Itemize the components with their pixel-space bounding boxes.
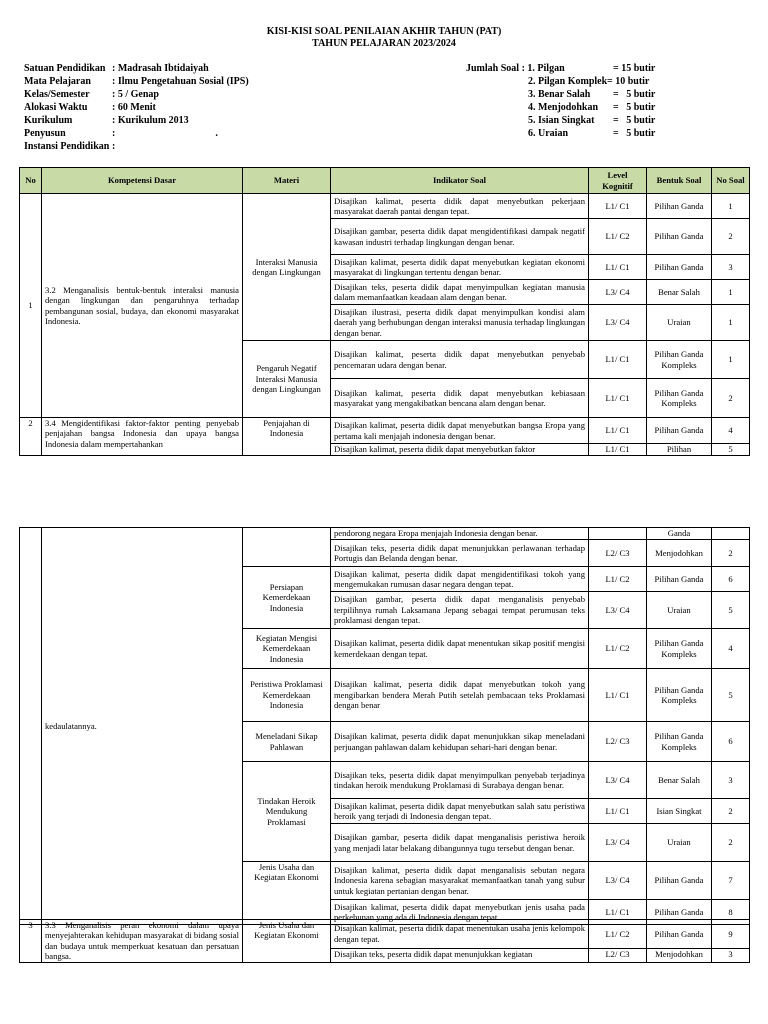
identity-value: : [112,141,116,152]
bentuk-cell: Pilihan Ganda Kompleks [647,722,712,762]
doc-title: KISI-KISI SOAL PENILAIAN AKHIR TAHUN (PAT) [266,26,502,37]
count-row [466,101,655,114]
bentuk-cell: Pilihan Ganda Kompleks [647,341,712,379]
indikator-cell: Disajikan kalimat, peserta didik dapat menyebutkan bangsa Eropa yang pertama kali menjajah indonesia dengan benar. [331,418,589,444]
nosoal-cell: 5 [712,592,750,629]
count-label: 5. Isian Singkat [528,115,595,126]
grid-table-page-2 [19,527,750,925]
level-cell: L1/ C1 [589,379,647,418]
indikator-cell: Disajikan gambar, peserta didik dapat menganalisis penyebab terpilihnya rumah Laksamana Jepang sebagai tempat perumusan teks proklamasi dengan tepat. [331,592,589,629]
materi-cell: Meneladani Sikap Pahlawan [243,722,331,762]
count-value: = 15 butir [613,63,656,74]
indikator-cell: Disajikan kalimat, peserta didik dapat menganalisis sebutan negara Indonesia karena sebagian masyarakat memanfaatkan tanah yang subur untuk kegiatan pertanian dengan benar. [331,862,589,900]
level-cell: L3/ C4 [589,824,647,862]
nosoal-cell: 2 [712,824,750,862]
indikator-cell: Disajikan kalimat, peserta didik dapat mengidentifikasi tokoh yang mengemukakan rumusan dasar negara dengan tepat. [331,567,589,592]
header-indikator-soal: Indikator Soal [331,168,589,194]
materi-cell: Jenis Usaha dan Kegiatan Ekonomi [243,862,331,925]
kd-text: kedaulatannya. [42,528,243,925]
indikator-cell: Disajikan teks, peserta didik dapat menyimpulkan penyebab terjadinya tindakan heroik mendukung Proklamasi di Surabaya dengan benar. [331,762,589,799]
count-row [466,75,655,88]
identity-value: : Ilmu Pengetahuan Sosial (IPS) [112,76,249,87]
count-row [466,62,655,75]
count-value: = 5 butir [613,128,656,139]
indikator-cell: Disajikan ilustrasi, peserta didik dapat menyimpulkan kondisi alam daerah yang berhubungan dengan interaksi manusia terhadap lingkungan dengan benar. [331,305,589,341]
materi-cell: Jenis Usaha dan Kegiatan Ekonomi [243,920,331,963]
bentuk-cell: Ganda [647,528,712,540]
identity-row [24,114,249,127]
count-label: 6. Uraian [528,128,568,139]
identity-value: : . [112,128,218,139]
kd-text: 3.2 Menganalisis bentuk-bentuk interaksi manusia dengan lingkungan dan pengaruhnya terhadap pembangunan sosial, budaya, dan ekonomi masyarakat Indonesia. [42,194,243,418]
bentuk-cell: Uraian [647,305,712,341]
header-no: No [20,168,42,194]
count-label: Jumlah Soal : 1. Pilgan [466,63,565,74]
identity-label: Kurikulum [24,115,73,126]
indikator-cell: Disajikan teks, peserta didik dapat menunjukkan perlawanan terhadap Portugis dan Belanda dengan benar. [331,540,589,567]
bentuk-cell: Uraian [647,824,712,862]
nosoal-cell: 8 [712,900,750,925]
count-value: = 5 butir [613,115,656,126]
indikator-cell: Disajikan gambar, peserta didik dapat menganalisis peristiwa heroik yang menjadi latar belakang dibangunnya tugu tersebut dengan benar. [331,824,589,862]
level-cell: L2/ C3 [589,948,647,962]
level-cell: L3/ C4 [589,305,647,341]
identity-value: : Kurikulum 2013 [112,115,189,126]
nosoal-cell: 2 [712,799,750,824]
nosoal-cell: 1 [712,194,750,219]
nosoal-cell: 1 [712,305,750,341]
level-cell: L3/ C4 [589,280,647,305]
identity-value: : Madrasah Ibtidaiyah [112,63,209,74]
nosoal-cell: 5 [712,444,750,456]
nosoal-cell: 6 [712,722,750,762]
identity-block [24,62,249,153]
header-bentuk-soal: Bentuk Soal [647,168,712,194]
bentuk-cell: Pilihan Ganda Kompleks [647,669,712,722]
level-cell: L1/ C1 [589,444,647,456]
grid-table-page-2-kd3 [19,919,750,963]
bentuk-cell: Pilihan Ganda [647,920,712,949]
bentuk-cell: Uraian [647,592,712,629]
identity-row [24,140,249,153]
nosoal-cell: 5 [712,669,750,722]
bentuk-cell: Pilihan Ganda Kompleks [647,379,712,418]
bentuk-cell: Benar Salah [647,762,712,799]
level-cell: L3/ C4 [589,762,647,799]
count-value: = 10 butir [607,76,650,87]
document-page-1 [0,0,768,476]
bentuk-cell: Pilihan Ganda [647,567,712,592]
level-cell: L1/ C2 [589,219,647,255]
indikator-cell: Disajikan kalimat, peserta didik dapat menyebutkan kebiasaan masyarakat yang mengakibatkan bencana alam dengan benar. [331,379,589,418]
bentuk-cell: Pilihan Ganda [647,418,712,444]
kd-number: 3 [20,920,42,963]
materi-cell-empty [243,528,331,567]
identity-label: Satuan Pendidikan [24,63,106,74]
indikator-cell: Disajikan kalimat, peserta didik dapat menyebutkan kegiatan ekonomi masyarakat di lingkungan tertentu dengan benar. [331,255,589,280]
identity-value: : 5 / Genap [112,89,159,100]
header-level-kognitif: Level Kognitif [589,168,647,194]
identity-row [24,62,249,75]
indikator-cell: pendorong negara Eropa menjajah Indonesia dengan benar. [331,528,589,540]
doc-subtitle: TAHUN PELAJARAN 2023/2024 [312,38,456,49]
level-cell: L1/ C2 [589,629,647,669]
nosoal-cell: 1 [712,341,750,379]
indikator-cell: Disajikan kalimat, peserta didik dapat menyebutkan jenis usaha pada perkebunan yang ada di Indonesia dengan tepat. [331,900,589,925]
materi-cell: Penjajahan di Indonesia [243,418,331,456]
nosoal-cell: 1 [712,280,750,305]
count-label: 4. Menjodohkan [528,102,599,113]
nosoal-cell: 2 [712,540,750,567]
nosoal-cell: 6 [712,567,750,592]
indikator-cell: Disajikan kalimat, peserta didik dapat menentukan sikap positif mengisi kemerdekaan dengan tepat. [331,629,589,669]
bentuk-cell: Pilihan Ganda [647,219,712,255]
kd-text: 3.3 Menganalisis peran ekonomi dalam upaya menyejahterakan kehidupan masyarakat di bidang sosial dan budaya untuk memperkuat kesatuan dan persatuan bangsa. [42,920,243,963]
indikator-cell: Disajikan kalimat, peserta didik dapat menunjukkan sikap meneladani perjuangan pahlawan dalam kehidupan sehari-hari dengan benar. [331,722,589,762]
identity-row [24,88,249,101]
count-value: = 5 butir [613,89,656,100]
indikator-cell: Disajikan kalimat, peserta didik dapat menyebutkan tokoh yang mengibarkan bendera Merah Putih setelah pembacaan teks Proklamasi dengan benar [331,669,589,722]
materi-cell: Kegiatan Mengisi Kemerdekaan Indonesia [243,629,331,669]
identity-label: Penyusun [24,128,66,139]
grid-table-page-1 [19,167,750,456]
identity-label: Alokasi Waktu [24,102,88,113]
bentuk-cell: Pilihan Ganda [647,900,712,925]
level-cell: L1/ C1 [589,669,647,722]
kd-text: 3.4 Mengidentifikasi faktor-faktor penting penyebab penjajahan bangsa Indonesia dan upaya bangsa Indonesia dalam mempertahankan [42,418,243,456]
header-no-soal: No Soal [712,168,750,194]
document-page-2 [0,476,768,1024]
count-value: = 5 butir [613,102,656,113]
bentuk-cell: Pilihan Ganda [647,255,712,280]
nosoal-cell [712,528,750,540]
question-count-block [466,62,655,140]
count-row [466,114,655,127]
identity-row [24,127,249,140]
nosoal-cell: 2 [712,379,750,418]
indikator-cell: Disajikan kalimat, peserta didik dapat menyebutkan salah satu peristiwa heroik yang terjadi di Indonesia dengan tepat. [331,799,589,824]
materi-cell: Persiapan Kemerdekaan Indonesia [243,567,331,629]
count-row [466,127,655,140]
kd-number-empty [20,528,42,925]
materi-cell: Interaksi Manusia dengan Lingkungan [243,194,331,341]
level-cell: L1/ C2 [589,567,647,592]
materi-cell: Peristiwa Proklamasi Kemerdekaan Indonesia [243,669,331,722]
level-cell: L2/ C3 [589,722,647,762]
level-cell: L1/ C1 [589,255,647,280]
nosoal-cell: 2 [712,219,750,255]
nosoal-cell: 7 [712,862,750,900]
identity-value: : 60 Menit [112,102,156,113]
count-label: 2. Pilgan Komplek [528,76,608,87]
nosoal-cell: 3 [712,255,750,280]
indikator-cell: Disajikan kalimat, peserta didik dapat menyebutkan faktor [331,444,589,456]
nosoal-cell: 9 [712,920,750,949]
header-kompetensi-dasar: Kompetensi Dasar [42,168,243,194]
nosoal-cell: 3 [712,762,750,799]
count-label: 3. Benar Salah [528,89,591,100]
bentuk-cell: Pilihan Ganda [647,862,712,900]
nosoal-cell: 4 [712,418,750,444]
bentuk-cell: Isian Singkat [647,799,712,824]
kd-number: 1 [20,194,42,418]
materi-cell: Tindakan Heroik Mendukung Proklamasi [243,762,331,862]
indikator-cell: Disajikan teks, peserta didik dapat menyimpulkan kegiatan manusia dalam memanfaatkan keadaan alam dengan benar. [331,280,589,305]
bentuk-cell: Pilihan [647,444,712,456]
level-cell: L2/ C3 [589,540,647,567]
count-row [466,88,655,101]
kd-number: 2 [20,418,42,456]
identity-label: Kelas/Semester [24,89,90,100]
level-cell: L1/ C1 [589,799,647,824]
indikator-cell: Disajikan gambar, peserta didik dapat mengidentifikasi dampak negatif kawasan industri terhadap lingkungan dengan benar. [331,219,589,255]
nosoal-cell: 3 [712,948,750,962]
bentuk-cell: Menjodohkan [647,948,712,962]
identity-row [24,75,249,88]
level-cell: L3/ C4 [589,592,647,629]
indikator-cell: Disajikan kalimat, peserta didik dapat menentukan usaha jenis kelompok dengan tepat. [331,920,589,949]
bentuk-cell: Benar Salah [647,280,712,305]
level-cell: L3/ C4 [589,862,647,900]
bentuk-cell: Menjodohkan [647,540,712,567]
level-cell: L1/ C1 [589,194,647,219]
materi-cell: Pengaruh Negatif Interaksi Manusia dengan Lingkungan [243,341,331,418]
level-cell: L1/ C1 [589,418,647,444]
nosoal-cell: 4 [712,629,750,669]
identity-label: Mata Pelajaran [24,76,91,87]
identity-row [24,101,249,114]
level-cell: L1/ C1 [589,900,647,925]
level-cell: L1/ C2 [589,920,647,949]
indikator-cell: Disajikan kalimat, peserta didik dapat menyebutkan pekerjaan masyarakat daerah pantai dengan tepat. [331,194,589,219]
header-materi: Materi [243,168,331,194]
indikator-cell: Disajikan kalimat, peserta didik dapat menyebutkan penyebab pencemaran udara dengan benar. [331,341,589,379]
bentuk-cell: Pilihan Ganda Kompleks [647,629,712,669]
bentuk-cell: Pilihan Ganda [647,194,712,219]
level-cell: L1/ C1 [589,341,647,379]
level-cell [589,528,647,540]
indikator-cell: Disajikan teks, peserta didik dapat menunjukkan kegiatan [331,948,589,962]
identity-label: Instansi Pendidikan [24,141,110,152]
